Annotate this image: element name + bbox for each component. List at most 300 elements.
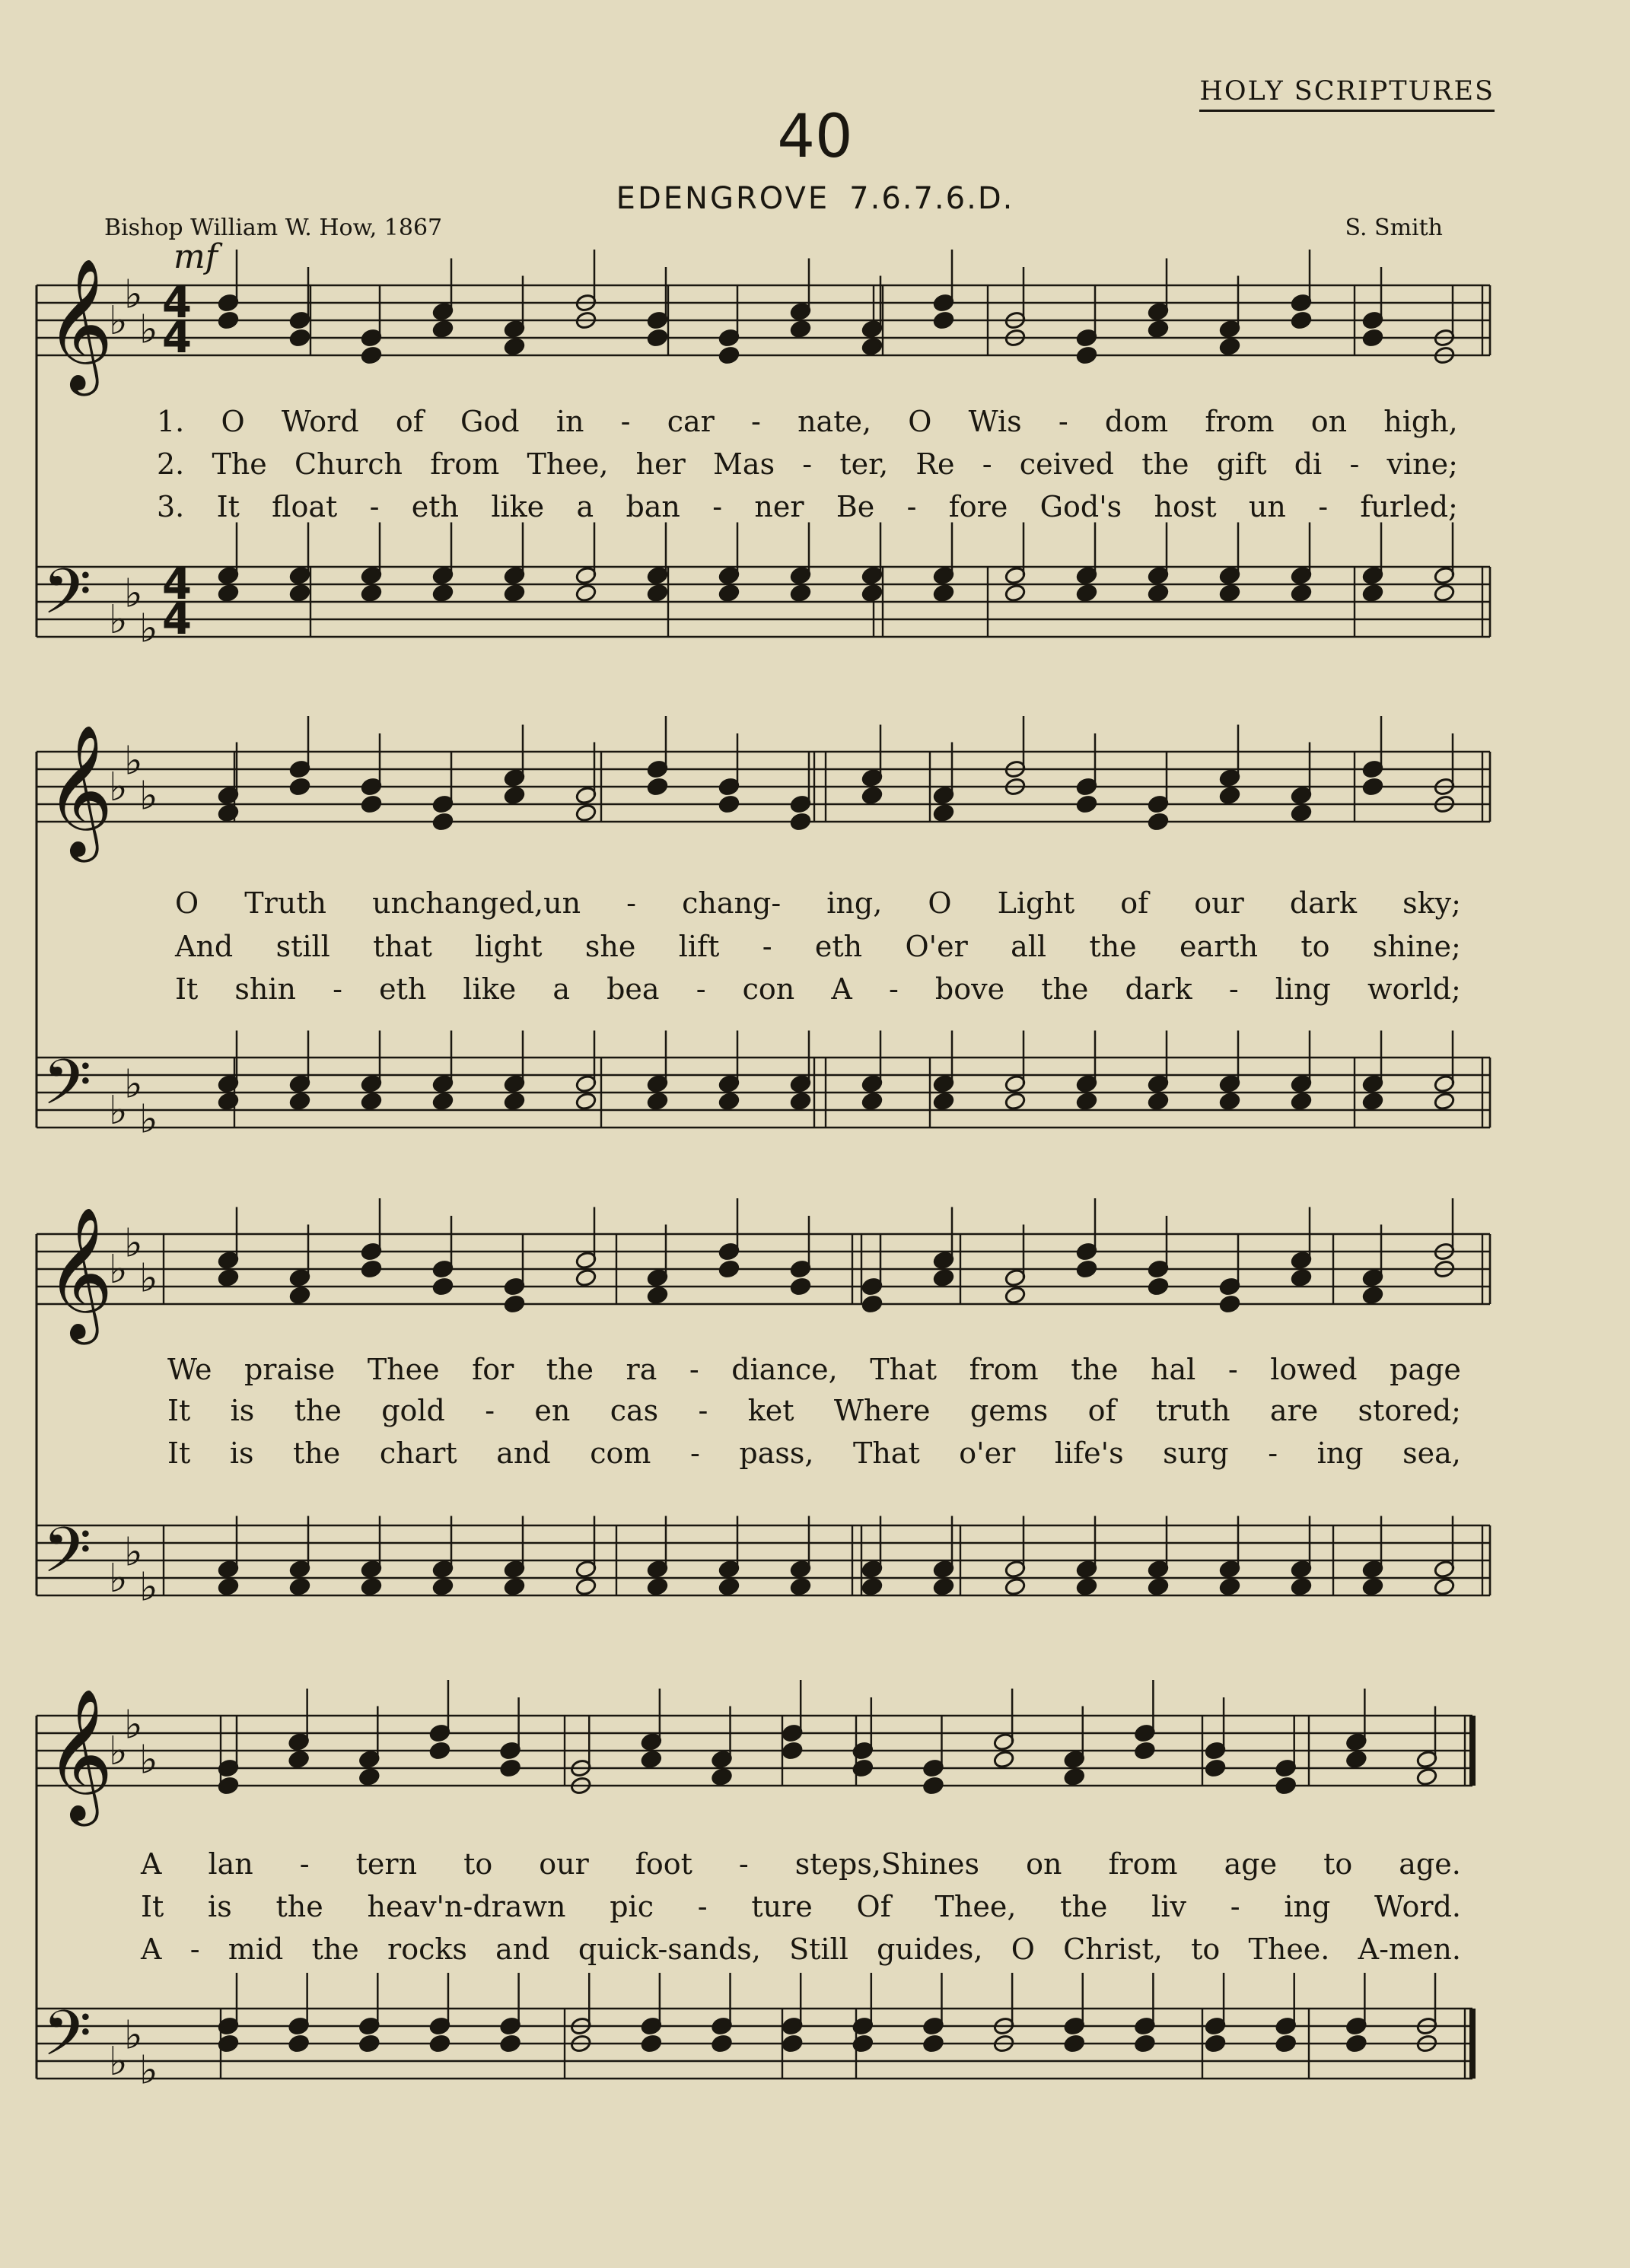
lyric-syllable: dom [1104,405,1169,438]
lyric-syllable: like [491,490,545,523]
lyric-syllable: - [1228,972,1239,1006]
note-head [432,1092,454,1111]
verse-number: 1. [157,405,185,438]
note-head [790,812,812,831]
lyric-syllable: steps,Shines [794,1847,980,1881]
note-head [361,1577,383,1596]
lyric-syllable: all [1011,930,1047,963]
bass-clef: 𝄢 [43,1513,92,1602]
flat-sign: ♭ [139,773,158,819]
note-head [711,2034,733,2053]
lyric-syllable: The [212,447,267,481]
lyric-syllable: she [584,930,636,963]
flat-sign: ♭ [109,597,128,643]
lyric-syllable: and [496,1436,551,1470]
lyric-syllable: to [463,1847,493,1881]
lyric-line [175,930,1461,963]
verse-number: 3. [157,490,185,523]
lyric-syllable: the [294,1394,342,1427]
lyric-syllable: from [969,1353,1039,1386]
lyric-syllable: surg [1163,1436,1229,1470]
note-head [1345,1750,1367,1769]
lyric-syllable: We [167,1353,212,1386]
bass-clef: 𝄢 [43,1045,92,1134]
note-head [1275,1776,1297,1795]
note-head [1362,584,1384,603]
note-head [1004,1577,1027,1596]
lyric-syllable: o'er [959,1436,1016,1470]
lyric-syllable: It [141,1890,164,1923]
lyric-syllable: pass, [739,1436,814,1470]
lyric-syllable: God's [1039,490,1122,523]
flat-sign: ♭ [124,1220,143,1267]
verse-number: 2. [157,447,185,481]
lyric-syllable: that [373,930,432,963]
bass-clef: 𝄢 [43,555,92,644]
lyric-line [175,886,1461,920]
treble-clef: 𝄞 [46,1207,113,1339]
note-head [790,1277,812,1296]
lyric-syllable: ner [754,490,804,523]
lyric-syllable: - [299,1847,310,1881]
lyric-syllable: - [762,930,772,963]
lyric-syllable: in [556,405,584,438]
lyric-syllable: en [534,1394,571,1427]
note-head [1004,1092,1027,1111]
treble-clef: 𝄞 [46,1688,113,1821]
note-head [575,1268,597,1287]
section-heading: HOLY SCRIPTURES [1199,76,1495,112]
lyric-syllable: - [712,490,723,523]
note-head [361,345,383,364]
note-head [575,803,597,822]
lyric-syllable: Where [833,1394,931,1427]
lyric-syllable: - [189,1932,200,1966]
note-head [1219,1294,1241,1313]
note-head [1291,310,1313,329]
bass-clef: 𝄢 [43,1996,92,2085]
note-head [289,777,311,796]
note-head [1148,1092,1170,1111]
lyric-syllable: pic [610,1890,654,1923]
note-head [1434,1577,1456,1596]
note-head [1416,1767,1438,1786]
note-head [1076,1092,1098,1111]
lyric-syllable: for [472,1353,514,1386]
note-head [289,1286,311,1305]
note-head [575,1577,597,1596]
flat-sign: ♭ [139,1564,158,1611]
note-head [1063,1767,1085,1786]
note-head [358,1767,380,1786]
lyric-syllable: ra [626,1353,657,1386]
lyric-syllable: the [1089,930,1137,963]
note-head [922,2034,944,2053]
note-head [504,337,526,356]
lyric-syllable: Church [294,447,403,481]
note-head [933,1268,955,1287]
lyric-syllable: is [230,1394,255,1427]
lyric-syllable: - [906,490,917,523]
note-head [641,1750,663,1769]
lyric-syllable: the [293,1436,341,1470]
note-head [1063,2034,1085,2053]
lyric-syllable: That [852,1436,920,1470]
note-head [1362,1577,1384,1596]
lyric-syllable: guides, [877,1932,983,1966]
note-head [361,584,383,603]
lyric-syllable: float [272,490,338,523]
note-head [861,337,883,356]
note-head [1148,1277,1170,1296]
flat-sign: ♭ [124,738,143,784]
lyric-line [167,1353,1461,1386]
lyric-syllable: It [167,1394,191,1427]
note-head [647,328,669,347]
note-head [289,1092,311,1111]
flat-sign: ♭ [124,1702,143,1748]
lyric-syllable: stored; [1358,1394,1461,1427]
lyric-syllable: - [626,886,637,920]
lyric-syllable: diance, [731,1353,838,1386]
flat-sign: ♭ [139,606,158,652]
lyric-syllable: It [216,490,240,523]
lyric-syllable: - [1230,1890,1240,1923]
flat-sign: ♭ [124,1061,143,1108]
lyric-syllable: con [742,972,795,1006]
lyric-syllable: Thee [367,1353,440,1386]
note-head [861,786,883,805]
lyric-line [167,1436,1461,1470]
lyric-syllable: - [698,1394,708,1427]
note-head [718,584,740,603]
lyric-syllable: sea, [1402,1436,1461,1470]
lyric-syllable: It [167,1436,191,1470]
lyric-line [141,1847,1461,1881]
note-head [288,2034,310,2053]
lyric-syllable: Word. [1374,1890,1461,1923]
lyric-syllable: like [463,972,517,1006]
lyric-syllable: of [395,405,424,438]
note-head [1219,584,1241,603]
note-head [432,1277,454,1296]
lyric-syllable: God [460,405,520,438]
lyric-syllable: eth [379,972,427,1006]
lyric-syllable: - [620,405,631,438]
note-head [1362,1092,1384,1111]
lyric-syllable: - [1058,405,1068,438]
note-head [718,345,740,364]
note-head [1004,584,1027,603]
lyric-syllable: ture [751,1890,813,1923]
note-head [861,1294,883,1313]
lyric-syllable: gems [969,1394,1049,1427]
note-head [218,310,240,329]
note-head [922,1776,944,1795]
flat-sign: ♭ [124,1529,143,1576]
note-head [499,1758,521,1777]
lyric-syllable: - [802,447,813,481]
lyric-syllable: from [1205,405,1275,438]
lyric-line [141,1932,1461,1966]
lyric-syllable: lift [678,930,720,963]
flat-sign: ♭ [139,1737,158,1783]
note-head [1345,2034,1367,2053]
lyric-syllable: Christ, [1063,1932,1163,1966]
note-head [1148,320,1170,339]
note-head [718,794,740,813]
note-head [504,1577,526,1596]
note-head [933,1577,955,1596]
note-head [289,328,311,347]
lyric-syllable: to [1300,930,1330,963]
note-head [647,584,669,603]
note-head [647,1577,669,1596]
note-head [432,812,454,831]
lyric-syllable: high, [1383,405,1458,438]
lyric-syllable: ban [626,490,680,523]
note-head [499,2034,521,2053]
lyric-line [167,1394,1461,1427]
treble-clef: 𝄞 [46,258,113,390]
lyric-syllable: is [208,1890,232,1923]
lyric-syllable: life's [1054,1436,1124,1470]
lyric-syllable: chart [379,1436,457,1470]
note-head [1148,812,1170,831]
note-head [1291,1268,1313,1287]
note-head [782,2034,804,2053]
hymn-number: 40 [777,103,853,171]
lyric-syllable: O [221,405,245,438]
note-head [718,1577,740,1596]
treble-clef: 𝄞 [46,724,113,857]
note-head [1291,1577,1313,1596]
lyric-syllable: Thee, [527,447,609,481]
time-signature-top: 4 [162,278,192,328]
note-head [575,584,597,603]
lyric-syllable: O [908,405,932,438]
lyric-syllable: hal [1151,1353,1196,1386]
note-head [429,1741,451,1760]
lyric-syllable: is [229,1436,254,1470]
lyric-syllable: heav'n-drawn [367,1890,566,1923]
note-head [432,1577,454,1596]
note-head [1148,584,1170,603]
note-head [1219,1092,1241,1111]
lyric-syllable: from [1108,1847,1178,1881]
lyric-syllable: gold [381,1394,445,1427]
lyric-syllable: bove [934,972,1005,1006]
note-head [647,777,669,796]
lyric-syllable: to [1323,1847,1353,1881]
note-head [289,584,311,603]
note-head [1291,584,1313,603]
lyric-syllable: O [175,886,199,920]
lyric-syllable: the [1141,447,1189,481]
note-head [861,1577,883,1596]
lyric-syllable: the [546,1353,594,1386]
lyric-syllable: ceived [1019,447,1115,481]
lyric-line [141,1890,1461,1923]
note-head [1076,1259,1098,1278]
note-head [1076,1577,1098,1596]
lyric-syllable: praise [244,1353,336,1386]
lyric-syllable: ing [1316,1436,1364,1470]
note-head [933,1092,955,1111]
note-head [218,584,240,603]
time-signature-bottom: 4 [162,595,192,644]
note-head [361,1259,383,1278]
lyric-syllable: - [1318,490,1329,523]
note-head [288,1750,310,1769]
flat-sign: ♭ [109,1729,128,1774]
note-head [218,1092,240,1111]
lyric-syllable: - [982,447,992,481]
flat-sign: ♭ [139,1096,158,1143]
lyric-syllable: Thee. [1248,1932,1330,1966]
time-signature-top: 4 [162,560,192,609]
lyric-syllable: - [1349,447,1360,481]
lyric-syllable: Still [789,1932,848,1966]
lyric-syllable: fore [948,490,1008,523]
note-head [1291,1092,1313,1111]
lyric-syllable: nate, [797,405,872,438]
lyric-syllable: earth [1180,930,1259,963]
note-head [1219,1577,1241,1596]
lyric-syllable: age [1224,1847,1278,1881]
note-head [429,2034,451,2053]
lyric-syllable: - [485,1394,495,1427]
note-head [432,584,454,603]
note-head [504,1092,526,1111]
note-head [1205,2034,1227,2053]
lyric-syllable: - [689,1436,700,1470]
flat-sign: ♭ [109,298,128,344]
lyric-syllable: - [697,1890,708,1923]
lyric-syllable: - [369,490,380,523]
lyric-syllable: rocks [387,1932,467,1966]
lyric-syllable: eth [411,490,460,523]
note-head [718,1092,740,1111]
lyric-syllable: furled; [1360,490,1458,523]
tune-name: EDENGROVE [616,181,830,216]
note-head [852,2034,874,2053]
lyric-syllable: page [1390,1353,1461,1386]
note-head [289,1577,311,1596]
lyric-syllable: Truth [244,886,326,920]
lyric-syllable: dark [1125,972,1192,1006]
flat-sign: ♭ [139,2047,158,2094]
lyric-syllable: Word [281,405,359,438]
lyric-syllable: - [751,405,761,438]
flat-sign: ♭ [109,1556,128,1602]
meter: 7.6.7.6.D. [849,181,1014,216]
lyric-syllable: Re [915,447,955,481]
lyric-syllable: - [888,972,899,1006]
note-head [647,1092,669,1111]
note-head [711,1767,733,1786]
lyric-syllable: A [831,972,852,1006]
note-head [1148,1577,1170,1596]
note-head [1004,1286,1027,1305]
lyric-syllable: Thee, [934,1890,1017,1923]
lyric-syllable: un [1248,490,1286,523]
lyric-syllable: shin [234,972,296,1006]
lyric-syllable: A-men. [1358,1932,1461,1966]
note-head [790,584,812,603]
lyric-syllable: a [576,490,594,523]
note-head [933,310,955,329]
lyric-syllable: Mas [713,447,775,481]
flat-sign: ♭ [109,2039,128,2085]
lyric-syllable: O'er [905,930,968,963]
lyric-line [157,447,1458,481]
lyric-syllable: to [1191,1932,1221,1966]
lyric-syllable: our [1194,886,1244,920]
note-head [933,803,955,822]
lyric-syllable: ket [747,1394,794,1427]
note-head [993,1750,1015,1769]
lyric-syllable: the [311,1932,359,1966]
lyric-syllable: lan [208,1847,253,1881]
lyric-syllable: our [539,1847,589,1881]
lyric-syllable: A [141,1932,162,1966]
lyric-syllable: Wis [968,405,1022,438]
flat-sign: ♭ [139,1255,158,1302]
note-head [861,1092,883,1111]
note-head [641,2034,663,2053]
lyric-syllable: world; [1367,972,1461,1006]
lyric-syllable: unchanged,un [372,886,581,920]
lyric-syllable: age. [1399,1847,1461,1881]
lyric-syllable: ing [1284,1890,1331,1923]
lyric-syllable: of [1087,1394,1116,1427]
note-head [361,1092,383,1111]
lyric-syllable: on [1310,405,1348,438]
lyric-syllable: bea [606,972,660,1006]
lyric-syllable: chang- [682,886,782,920]
lyric-syllable: eth [814,930,863,963]
lyric-line [175,972,1461,1006]
lyric-syllable: - [1227,1353,1238,1386]
note-head [782,1741,804,1760]
lyric-syllable: dark [1289,886,1358,920]
lyric-syllable: sky; [1402,886,1461,920]
lyric-line [157,490,1458,523]
note-head [1362,1286,1384,1305]
note-head [790,1577,812,1596]
lyric-syllable: are [1269,1394,1319,1427]
lyric-syllable: Light [997,886,1075,920]
lyric-syllable: the [1071,1353,1119,1386]
lyric-syllable: a [552,972,570,1006]
note-head [1219,337,1241,356]
lyric-syllable: Of [856,1890,891,1923]
note-head [432,320,454,339]
lyric-syllable: the [275,1890,323,1923]
lyric-syllable: ing, [826,886,883,920]
lyric-syllable: O [928,886,952,920]
note-head [790,320,812,339]
dynamic-marking: mf [174,237,218,276]
lyric-syllable: the [1041,972,1089,1006]
flat-sign: ♭ [124,272,143,318]
lyric-syllable: ter, [839,447,889,481]
time-signature-bottom: 4 [162,313,192,363]
flat-sign: ♭ [124,2012,143,2059]
note-head [504,786,526,805]
lyric-syllable: vine; [1386,447,1458,481]
